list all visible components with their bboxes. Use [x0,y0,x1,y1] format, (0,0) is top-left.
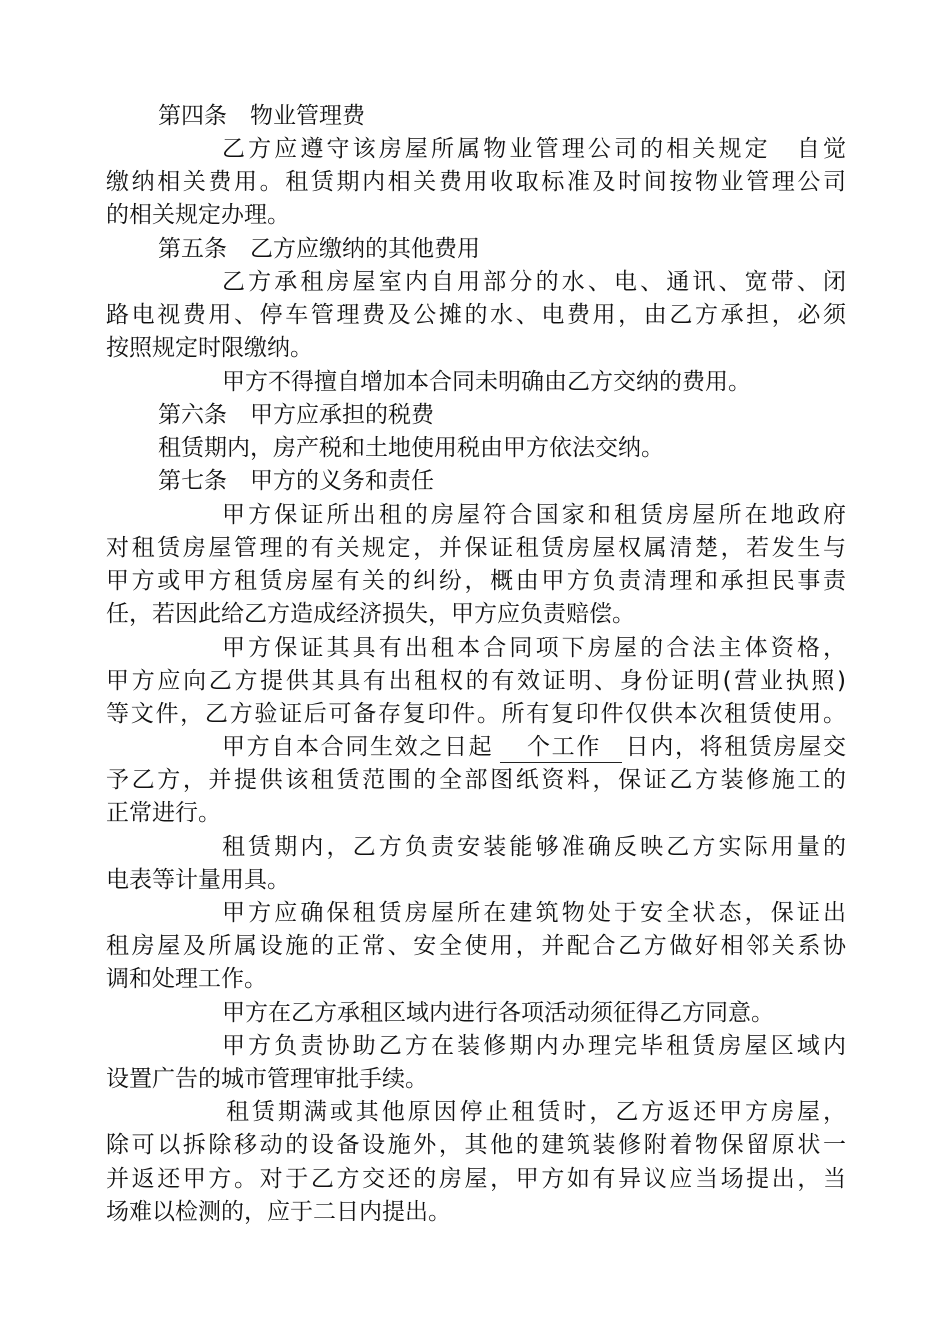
paragraph-line: 缴纳相关费用。租赁期内相关费用收取标准及时间按物业管理公司 [106,169,846,195]
paragraph-line: 甲方自本合同生效之日起 个工作 日内，将租赁房屋交 [222,734,846,760]
article-5-heading: 第五条 乙方应缴纳的其他费用 [158,236,480,262]
paragraph-line: 乙方承租房屋室内自用部分的水、电、通讯、宽带、闭 [222,269,846,295]
paragraph-line: 路电视费用、停车管理费及公摊的水、电费用，由乙方承担，必须 [106,302,846,328]
paragraph-line: 甲方不得擅自增加本合同未明确由乙方交纳的费用。 [222,369,751,395]
paragraph-line: 租赁期内，乙方负责安装能够准确反映乙方实际用量的 [222,834,846,860]
paragraph-line: 正常进行。 [106,800,221,826]
paragraph-line: 任，若因此给乙方造成经济损失，甲方应负责赔偿。 [106,601,635,627]
paragraph-line: 调和处理工作。 [106,966,267,992]
paragraph-line: 等文件，乙方验证后可备存复印件。所有复印件仅供本次租赁使用。 [106,701,846,727]
paragraph-line: 甲方保证其具有出租本合同项下房屋的合法主体资格， [222,635,846,661]
paragraph-line: 甲方应向乙方提供其具有出租权的有效证明、身份证明(营业执照) [106,668,846,694]
paragraph-line: 电表等计量用具。 [106,867,290,893]
paragraph-line: 场难以检测的，应于二日内提出。 [106,1199,451,1225]
paragraph-line: 甲方保证所出租的房屋符合国家和租赁房屋所在地政府 [222,502,846,528]
paragraph-line: 甲方应确保租赁房屋所在建筑物处于安全状态，保证出 [222,900,846,926]
paragraph-line: 设置广告的城市管理审批手续。 [106,1066,428,1092]
paragraph-line: 甲方或甲方租赁房屋有关的纠纷，概由甲方负责清理和承担民事责 [106,568,846,594]
paragraph-line: 甲方在乙方承租区域内进行各项活动须征得乙方同意。 [222,1000,774,1026]
paragraph-line: 的相关规定办理。 [106,202,290,228]
paragraph-line: 并返还甲方。对于乙方交还的房屋，甲方如有异议应当场提出，当 [106,1166,846,1192]
paragraph-line: 除可以拆除移动的设备设施外，其他的建筑装修附着物保留原状一 [106,1132,846,1158]
paragraph-line: 予乙方，并提供该租赁范围的全部图纸资料，保证乙方装修施工的 [106,767,846,793]
paragraph-line: 租赁期满或其他原因停止租赁时，乙方返还甲方房屋， [226,1099,846,1125]
article-6-heading: 第六条 甲方应承担的税费 [158,402,434,428]
paragraph-line: 甲方负责协助乙方在装修期内办理完毕租赁房屋区域内 [222,1033,846,1059]
blank-underline [500,762,622,763]
paragraph-line: 租赁期内，房产税和土地使用税由甲方依法交纳。 [158,435,664,461]
paragraph-line: 按照规定时限缴纳。 [106,335,313,361]
paragraph-line: 乙方应遵守该房屋所属物业管理公司的相关规定 自觉 [222,136,846,162]
article-7-heading: 第七条 甲方的义务和责任 [158,468,434,494]
article-4-heading: 第四条 物业管理费 [158,103,365,129]
paragraph-line: 对租赁房屋管理的有关规定，并保证租赁房屋权属清楚，若发生与 [106,535,846,561]
paragraph-line: 租房屋及所属设施的正常、安全使用，并配合乙方做好相邻关系协 [106,933,846,959]
